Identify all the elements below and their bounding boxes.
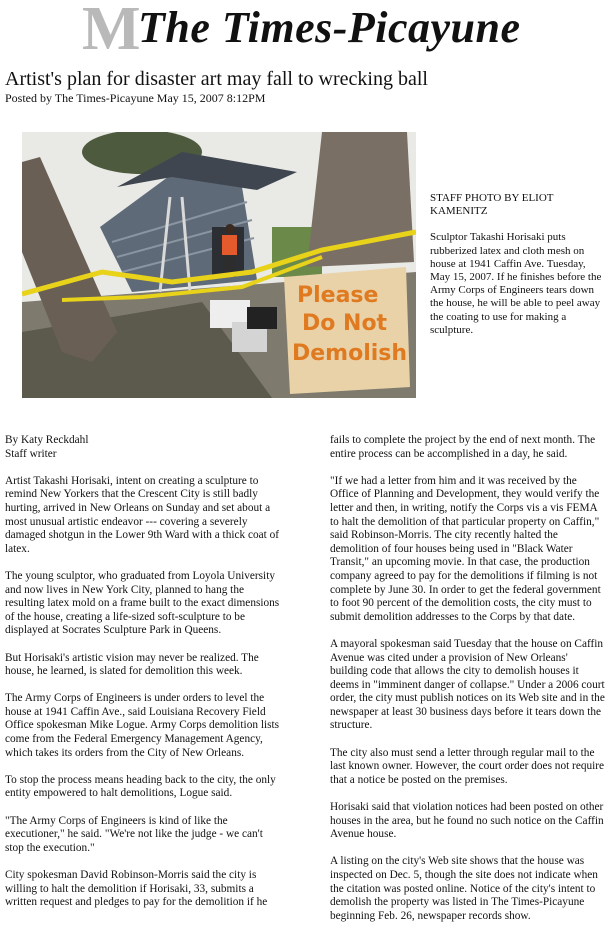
author-role: Staff writer [5, 447, 57, 460]
article-paragraph: fails to complete the project by the end of next month. The entire process can be accomplished in a day, he said. [330, 434, 596, 460]
photo-caption-text: Sculptor Takashi Horisaki puts rubberized latex and cloth mesh on house at 1941 Caffin Ave. Tuesday, May 15, 2007. If he finishes before the Army Corps of Engineers tears down the house, he will be able to peel away the coating to use for making a sculpture. [430, 231, 602, 336]
article-paragraph: The city also must send a letter through regular mail to the last known owner. However, the court order does not require that a notice be posted on the premises. [330, 746, 605, 786]
article-paragraph: A mayoral spokesman said Tuesday that the house on Caffin Avenue was cited under a provision of New Orleans' building code that allows the city to demolish houses it deems in "imminent danger of collapse." Under a 2006 court order, the city must publish notices on its Web site and in the newspaper at least 30 business days before it tears down the structure. [330, 637, 605, 732]
sign-text-line1: Please [297, 283, 379, 308]
article-column-right [330, 434, 605, 937]
article-paragraph: City spokesman David Robinson-Morris said the city is willing to halt the demolition if Horisaki, 33, submits a written request and pledges to pay for the demolition if he [5, 869, 268, 909]
article-paragraph: The Army Corps of Engineers is under orders to level the house at 1941 Caffin Ave., said Louisiana Recovery Field Office spokesman Mike Logue. Army Corps demolition lists come from the Federal Emergency Management Agency, which takes its orders from the City of New Orleans. [5, 692, 280, 759]
article-paragraph: The young sculptor, who graduated from Loyola University and now lives in New York City, planned to hang the resulting latex mold on a frame built to the exact dimensions of the house, creating a life-sized soft-sculpture to be displayed at Socrates Sculpture Park in Queens. [5, 569, 280, 637]
article-paragraph: "The Army Corps of Engineers is kind of like the executioner," he said. "We're not like the judge - we can't stop the execution." [5, 814, 263, 854]
sign-text-line2: Do Not [302, 311, 388, 336]
article-paragraph: Artist Takashi Horisaki, intent on creating a sculpture to remind New Yorkers that the Crescent City is still badly hurting, arrived in New Orleans on Sunday and set about a most unusual artistic endeavor --- covering a severely damaged shotgun in the Lower 9th Ward with a thick coat of latex. [5, 474, 280, 555]
author-block [5, 434, 280, 461]
author-name: By Katy Reckdahl [5, 434, 89, 446]
article-paragraph: Horisaki said that violation notices had been posted on other houses in the area, but he found no such notice on the Caffin Avenue house. [330, 801, 604, 841]
article-paragraph: To stop the process means heading back to the city, the only entity empowered to halt demolitions, Logue said. [5, 773, 276, 800]
masthead-title: The Times-Picayune [138, 3, 521, 52]
masthead [80, 0, 521, 63]
photo-worker [225, 224, 235, 234]
photo-tree-right [307, 132, 414, 267]
posted-by-line: Posted by The Times-Picayune May 15, 2007 8:12PM [5, 91, 266, 105]
sign-text-line3: Demolish [292, 341, 408, 366]
masthead-logo-mark: M [82, 0, 137, 63]
article-photo [22, 132, 416, 398]
article-paragraph: But Horisaki's artistic vision may never be realized. The house, he learned, is slated for demolition this week. [5, 651, 259, 678]
photo-caption [430, 192, 606, 350]
article-column-left [5, 434, 280, 923]
article-paragraph: A listing on the city's Web site shows that the house was inspected on Dec. 5, though the site does not indicate when the citation was posted online. Notice of the city's intent to demolish the property was listed in The Times-Picayune beginning Feb. 26, newspaper records show. [330, 855, 598, 922]
photo-credit: STAFF PHOTO BY ELIOT KAMENITZ [430, 192, 554, 218]
article-paragraph: "If we had a letter from him and it was received by the Office of Planning and Development, they would verify the letter and then, in writing, notify the Corps vis a vis FEMA to halt the demolition of that particular property on Caffin," said Robinson-Morris. The city recently halted the demolition of four houses being used in "Black Water Transit," an upcoming movie. In that case, the production company agreed to pay for the demolitions if filming is not complete by June 30. In order to get the federal government to foot 90 percent of the demolition costs, the city must to submit demolition addresses to the Corps by that date. [330, 474, 601, 623]
article-headline: Artist's plan for disaster art may fall to wrecking ball [5, 68, 428, 90]
